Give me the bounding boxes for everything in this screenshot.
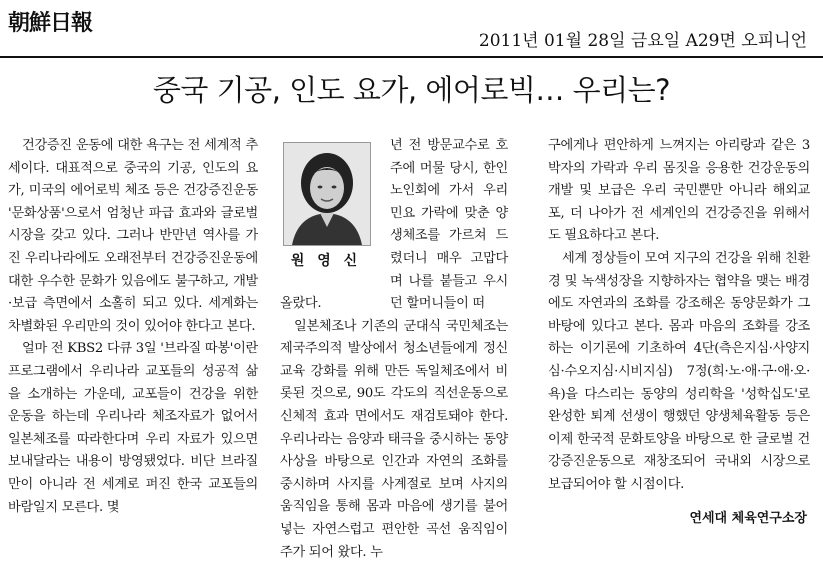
paragraph: 세계 정상들이 모여 지구의 건강을 위해 친환경 및 녹색성장을 지향하자는 협약을 맺는 배경에도 자연과의 조화를 강조해온 동양문화가 그 바탕에 있다고 본다. 몸과 마음의 조화를 강조하는 이기론에 기초하여 4단(측은지심·사양지심·수오지심·시비지심) 7정(희·노·애·구·애·오·욕)을 다스리는 동양의 성리학을 '성학십도'로 완성한 퇴계 선생이 행했던 양생체육활동 등은 이제 한국적 문화토양을 바탕으로 한 글로벌 건강증진운동으로 재창조되어 국내외 시장으로 보급되어야 할 시점이다.: [548, 250, 810, 492]
article-column-1: [8, 135, 258, 519]
article-column-2-bottom: [280, 293, 508, 564]
dateline: 2011년 01월 28일 금요일 A29면 오피니언: [478, 31, 807, 51]
author-photo: [283, 142, 371, 246]
paragraph: 얼마 전 KBS2 다큐 3일 '브라질 따봉'이란 프로그램에서 우리나라 교포들의 성공적 삶을 소개하는 가운데, 교포들이 건강을 위한 운동을 하는데 우리나라 체조자료가 없어서 일본체조를 따라한다며 우리 자료가 있으면 보내달라는 내용이 방영됐었다. 비단 브라질만이 아니라 전 세계로 퍼진 한국 교포들의 바람일지 모른다. 몇: [8, 341, 258, 515]
author-name-caption: 원 영 신: [290, 253, 362, 269]
article-column-3: [548, 135, 810, 497]
article-headline: 중국 기공, 인도 요가, 에어로빅… 우리는?: [152, 73, 671, 107]
newspaper-masthead: 朝鮮日報: [8, 11, 93, 36]
article-column-2-top: [390, 135, 508, 316]
paragraph: 년 전 방문교수로 호주에 머물 당시, 한인노인회에 가서 우리 민요 가락에 맞춘 양생체조를 가르쳐 드렸더니 매우 고맙다며 나를 붙들고 우시던 할머니들이 떠: [390, 138, 508, 312]
paragraph: 올랐다.: [280, 296, 322, 311]
paragraph: 일본체조나 기존의 군대식 국민체조는 제국주의적 발상에서 청소년들에게 정신교육 강화를 위해 만든 독일체조에서 비롯된 것으로, 90도 각도의 직선운동으로 신체적 효과 면에서도 재검토돼야 한다. 우리나라는 음양과 태극을 중시하는 동양사상을 바탕으로 인간과 자연의 조화를 중시하며 사지를 사계절로 보며 사지의 움직임을 통해 몸과 마음에 생기를 불어넣는 자연스럽고 편안한 곡선 움직임이 주가 되어 왔다. 누: [280, 318, 508, 560]
paragraph: 건강증진 운동에 대한 욕구는 전 세계적 추세이다. 대표적으로 중국의 기공, 인도의 요가, 미국의 에어로빅 체조 등은 건강증진운동 '문화상품'으로서 엄청난 파급 효과와 글로벌시장을 갖고 있다. 그러나 반만년 역사를 가진 우리나라에도 오래전부터 건강증진운동에 대한 우수한 문화가 있음에도 불구하고, 개발·보급 측면에서 소홀히 되고 있다. 세계화는 차별화된 우리만의 것이 있어야 한다고 본다.: [8, 138, 258, 334]
header-rule: [0, 56, 823, 58]
author-affiliation-byline: 연세대 체육연구소장: [689, 511, 807, 526]
author-portrait-image: [284, 143, 370, 245]
paragraph: 구에게나 편안하게 느껴지는 아리랑과 같은 3박자의 가락과 우리 몸짓을 응용한 건강운동의 개발 및 보급은 우리 국민뿐만 아니라 해외교포, 더 나아가 전 세계인의 건강증진을 위해서도 필요하다고 본다.: [548, 138, 810, 244]
